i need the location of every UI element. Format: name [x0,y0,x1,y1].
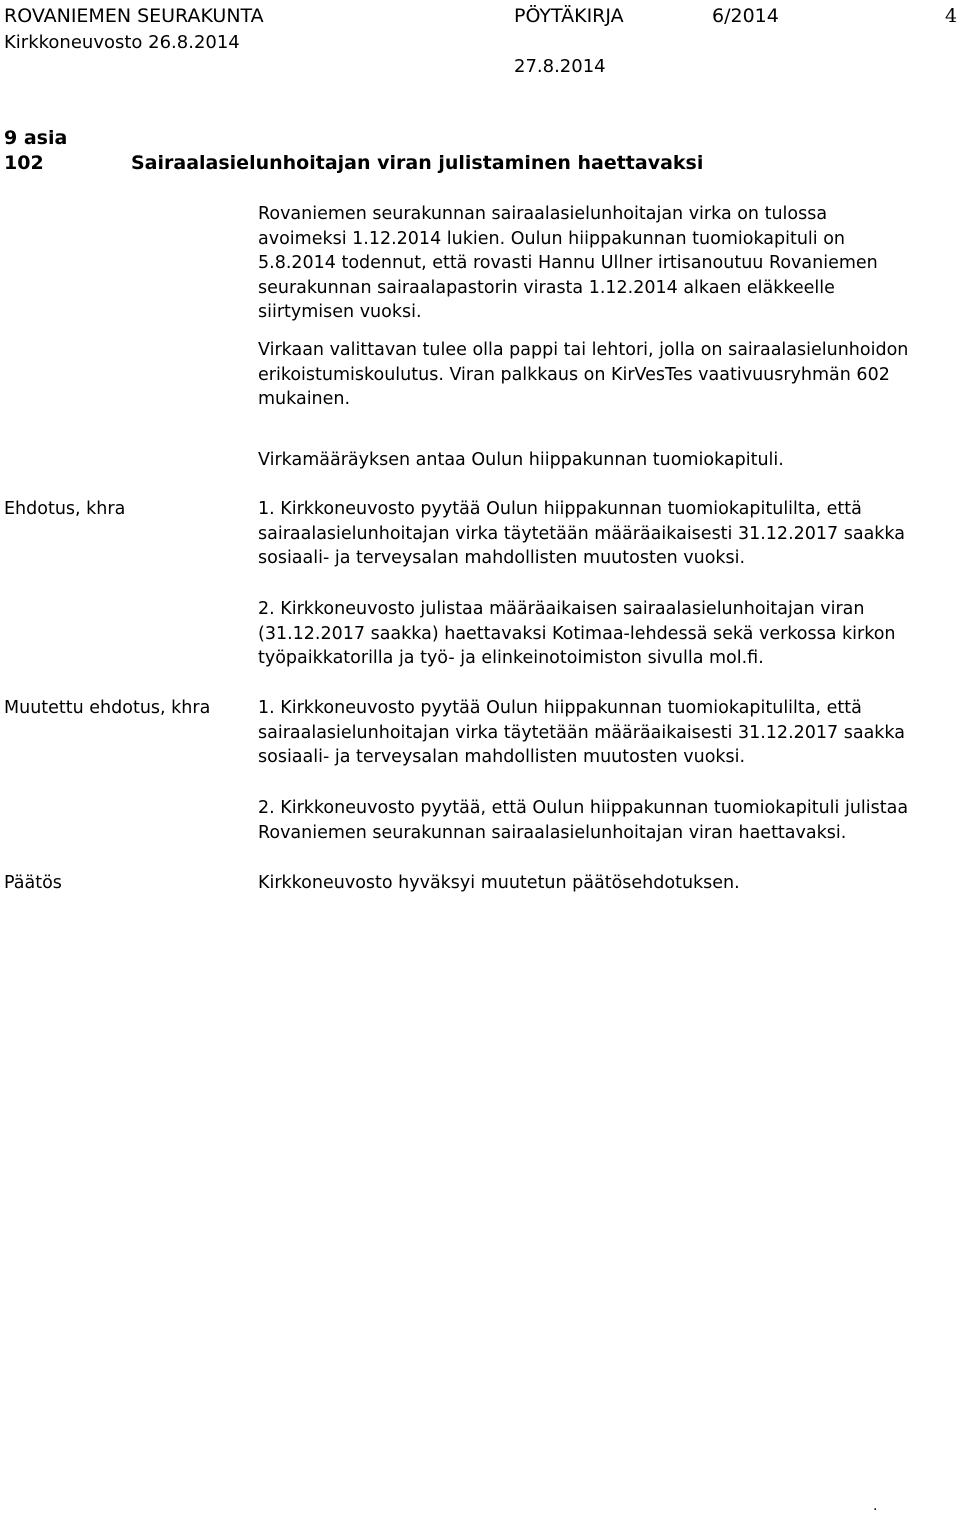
agenda-number: 9 asia [4,127,68,149]
proposal-point-2 [258,597,958,671]
intro-paragraph-3 [258,448,958,473]
text-line: 2. Kirkkoneuvosto julistaa määräaikaisen sairaalasielunhoitajan viran [258,599,865,619]
amended-proposal-label: Muutettu ehdotus, khra [4,698,211,718]
text-line: sairaalasielunhoitajan virka täytetään määräaikaisesti 31.12.2017 saakka [258,523,905,544]
section-number: 102 [4,152,44,174]
text-line: seurakunnan sairaalapastorin virasta 1.12.2014 alkaen eläkkeelle [258,277,835,298]
amended-point-2 [258,796,958,845]
text-line: erikoistumiskoulutus. Viran palkkaus on KirVesTes vaativuusryhmän 602 [258,364,890,385]
proposal-point-1 [258,497,958,571]
text-line: sosiaali- ja terveysalan mahdollisten muutosten vuoksi. [258,548,746,568]
document-type: PÖYTÄKIRJA [514,5,624,27]
amended-point-1 [258,696,958,770]
text-line: siirtymisen vuoksi. [258,302,422,322]
text-line: 2. Kirkkoneuvosto pyytää, että Oulun hiippakunnan tuomiokapituli julistaa [258,798,909,818]
text-line: avoimeksi 1.12.2014 lukien. Oulun hiippakunnan tuomiokapituli on [258,228,846,249]
text-line: mukainen. [258,389,351,409]
text-line: 5.8.2014 todennut, että rovasti Hannu Ullner irtisanoutuu Rovaniemen [258,253,878,273]
page-number: 4 [945,5,958,27]
text-line: Rovaniemen seurakunnan sairaalasielunhoitajan virka on tulossa [258,204,828,224]
org-name: ROVANIEMEN SEURAKUNTA [4,5,264,27]
decision-label: Päätös [4,873,62,893]
meeting-name: Kirkkoneuvosto 26.8.2014 [4,32,240,53]
text-line: Virkamääräyksen antaa Oulun hiippakunnan tuomiokapituli. [258,450,784,470]
text-line: (31.12.2017 saakka) haettavaksi Kotimaa-lehdessä sekä verkossa kirkon [258,623,896,644]
text-line: työpaikkatorilla ja työ- ja elinkeinotoimiston sivulla mol.fi. [258,648,764,668]
intro-paragraph-2 [258,338,958,412]
text-line: sosiaali- ja terveysalan mahdollisten muutosten vuoksi. [258,747,746,767]
document-number: 6/2014 [712,5,779,27]
section-title: Sairaalasielunhoitajan viran julistaminen haettavaksi [131,152,704,174]
proposal-label: Ehdotus, khra [4,499,126,519]
text-line: Rovaniemen seurakunnan sairaalasielunhoitajan viran haettavaksi. [258,822,847,843]
text-line: Virkaan valittavan tulee olla pappi tai lehtori, jolla on sairaalasielunhoidon [258,340,909,360]
text-line: 1. Kirkkoneuvosto pyytää Oulun hiippakunnan tuomiokapitulilta, että [258,698,862,718]
protocol-date: 27.8.2014 [514,56,606,77]
footer-mark: . [873,1498,878,1514]
decision-text: Kirkkoneuvosto hyväksyi muutetun päätösehdotuksen. [258,873,740,893]
text-line: sairaalasielunhoitajan virka täytetään määräaikaisesti 31.12.2017 saakka [258,722,905,743]
intro-paragraph-1 [258,202,958,325]
text-line: 1. Kirkkoneuvosto pyytää Oulun hiippakunnan tuomiokapitulilta, että [258,499,862,519]
